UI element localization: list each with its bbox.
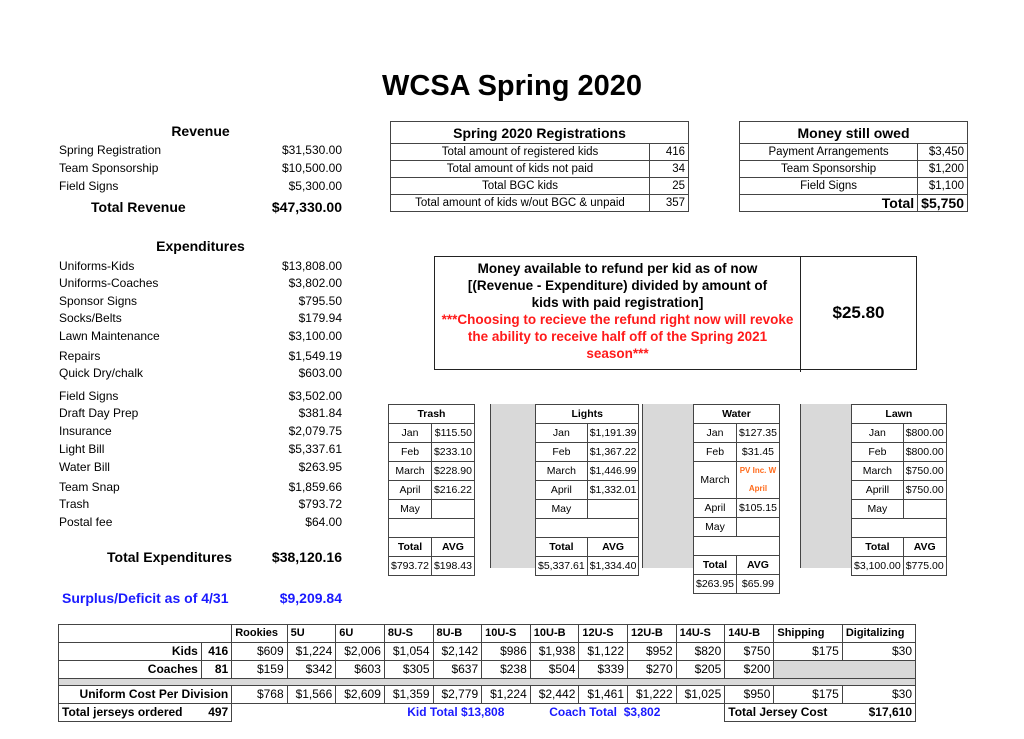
month-value: PV Inc. W April [736, 462, 779, 499]
kids-label: Kids [59, 643, 202, 661]
coaches-value: $305 [384, 661, 433, 679]
month-label: Feb [694, 443, 737, 462]
month-label: Aprill [852, 481, 904, 500]
month-label: Jan [536, 424, 588, 443]
expenditure-row [59, 514, 342, 531]
cost-value: $950 [725, 686, 774, 704]
month-label: May [852, 500, 904, 519]
month-value: $750.00 [903, 462, 946, 481]
expenditure-value: $5,337.61 [288, 442, 342, 456]
refund-box [434, 256, 917, 370]
avg-header: AVG [587, 538, 639, 557]
cost-value: $1,025 [676, 686, 725, 704]
expenditure-row [59, 479, 342, 496]
revenue-row [59, 178, 342, 195]
refund-warning: ***Choosing to recieve the refund right now will revoke the ability to receive half off of the Spring 2021 season*** [441, 312, 794, 361]
reg-value: 357 [650, 195, 689, 212]
month-label: Jan [389, 424, 432, 443]
utility-avg: $65.99 [736, 575, 779, 594]
month-value [431, 500, 474, 519]
expenditure-value: $179.94 [298, 311, 342, 325]
expenditure-row [59, 258, 342, 275]
kid-total: Kid Total $13,808 [407, 705, 505, 719]
utility-heading: Trash [389, 405, 475, 424]
kids-value: $986 [482, 643, 531, 661]
expenditure-value: $603.00 [298, 366, 342, 380]
expenditure-value: $64.00 [305, 515, 342, 529]
division-header: 10U-B [530, 625, 579, 643]
division-table [58, 624, 916, 722]
money-owed-table [739, 121, 968, 212]
gap-column [800, 404, 852, 568]
utility-table-trash [388, 404, 475, 576]
month-value: $800.00 [903, 443, 946, 462]
month-label: March [536, 462, 588, 481]
cost-value: $30 [842, 686, 915, 704]
month-value: $216.22 [431, 481, 474, 500]
total-revenue-label: Total Revenue [91, 199, 186, 215]
month-label: May [536, 500, 588, 519]
owed-heading: Money still owed [740, 122, 968, 144]
expenditure-label: Trash [59, 497, 90, 511]
month-value: $105.15 [736, 499, 779, 518]
division-header: 8U-B [433, 625, 482, 643]
cost-value: $1,359 [384, 686, 433, 704]
expenditure-label: Postal fee [59, 515, 113, 529]
division-header: Digitalizing [842, 625, 915, 643]
utility-avg: $1,334.40 [587, 557, 639, 576]
expenditure-row [59, 293, 342, 310]
expenditure-value: $793.72 [298, 497, 342, 511]
month-value: $115.50 [431, 424, 474, 443]
owed-value: $3,450 [918, 144, 968, 161]
expenditure-value: $263.95 [298, 460, 342, 474]
expenditure-row [59, 365, 342, 382]
revenue-value: $31,530.00 [281, 143, 342, 157]
expenditure-row [59, 496, 342, 513]
registrations-heading: Spring 2020 Registrations [391, 122, 689, 144]
refund-line-3: kids with paid registration] [531, 295, 704, 310]
revenue-label: Field Signs [59, 179, 119, 193]
cost-label: Uniform Cost Per Division [59, 686, 232, 704]
revenue-heading: Revenue [171, 123, 230, 139]
kids-value: $1,122 [579, 643, 628, 661]
expenditure-label: Quick Dry/chalk [59, 366, 144, 380]
month-label: March [389, 462, 432, 481]
utility-table-water [693, 404, 780, 594]
expenditure-row [59, 459, 342, 476]
kids-value: $2,006 [336, 643, 385, 661]
revenue-row [59, 160, 342, 177]
expenditure-label: Team Snap [59, 480, 120, 494]
month-label: April [536, 481, 588, 500]
month-label: March [852, 462, 904, 481]
gap-column [490, 404, 536, 568]
month-value [903, 500, 946, 519]
expenditure-value: $3,802.00 [288, 276, 342, 290]
reg-value: 416 [650, 144, 689, 161]
month-value: $1,191.39 [587, 424, 639, 443]
coaches-label: Coaches [59, 661, 202, 679]
refund-amount: $25.80 [832, 303, 885, 322]
expenditure-value: $3,100.00 [288, 329, 342, 343]
cost-value: $2,442 [530, 686, 579, 704]
coach-total: Coach Total $3,802 [549, 705, 661, 719]
month-value: $233.10 [431, 443, 474, 462]
utility-avg: $775.00 [903, 557, 946, 576]
division-header: 14U-S [676, 625, 725, 643]
cost-value: $1,222 [628, 686, 677, 704]
kids-value: $750 [725, 643, 774, 661]
month-value: $1,367.22 [587, 443, 639, 462]
total-header: Total [694, 556, 737, 575]
month-label: March [694, 462, 737, 499]
cost-value: $175 [774, 686, 842, 704]
revenue-label: Spring Registration [59, 143, 162, 157]
utility-total: $793.72 [389, 557, 432, 576]
month-value: $1,446.99 [587, 462, 639, 481]
jersey-cost-value: $17,610 [842, 704, 915, 722]
month-value: $127.35 [736, 424, 779, 443]
reg-value: 25 [650, 178, 689, 195]
revenue-label: Team Sponsorship [59, 161, 159, 175]
total-revenue-value: $47,330.00 [271, 199, 342, 215]
jerseys-value: 497 [201, 704, 231, 722]
coaches-value: $637 [433, 661, 482, 679]
cost-value: $1,461 [579, 686, 628, 704]
owed-label: Team Sponsorship [740, 161, 918, 178]
expenditure-label: Field Signs [59, 389, 119, 403]
registrations-table [390, 121, 689, 212]
reg-label: Total BGC kids [391, 178, 650, 195]
kids-value: $952 [628, 643, 677, 661]
surplus-value: $9,209.84 [279, 590, 342, 606]
coaches-value: $200 [725, 661, 774, 679]
coaches-value: $603 [336, 661, 385, 679]
owed-value: $1,100 [918, 178, 968, 195]
total-header: Total [536, 538, 588, 557]
month-value [736, 518, 779, 537]
coaches-value: $159 [232, 661, 287, 679]
month-label: Feb [536, 443, 588, 462]
jerseys-label: Total jerseys ordered [59, 704, 202, 722]
avg-header: AVG [736, 556, 779, 575]
expenditure-row [59, 388, 342, 405]
owed-label: Field Signs [740, 178, 918, 195]
owed-label: Payment Arrangements [740, 144, 918, 161]
kids-value: $1,938 [530, 643, 579, 661]
reg-value: 34 [650, 161, 689, 178]
avg-header: AVG [903, 538, 946, 557]
coaches-value: $205 [676, 661, 725, 679]
reg-label: Total amount of kids not paid [391, 161, 650, 178]
kids-value: $175 [774, 643, 842, 661]
cost-value: $1,224 [482, 686, 531, 704]
kids-value: $609 [232, 643, 287, 661]
expenditure-label: Socks/Belts [59, 311, 122, 325]
expenditure-value: $13,808.00 [281, 259, 342, 273]
utility-total: $5,337.61 [536, 557, 588, 576]
division-header: 12U-S [579, 625, 628, 643]
expenditure-label: Uniforms-Coaches [59, 276, 159, 290]
expenditure-label: Light Bill [59, 442, 105, 456]
cost-value: $1,566 [287, 686, 336, 704]
expenditure-label: Insurance [59, 424, 112, 438]
month-label: May [694, 518, 737, 537]
total-header: Total [852, 538, 904, 557]
month-value: $1,332.01 [587, 481, 639, 500]
utility-table-lights [535, 404, 639, 576]
month-value: $31.45 [736, 443, 779, 462]
totals-cell [232, 704, 725, 722]
page-title: WCSA Spring 2020 [382, 70, 642, 102]
revenue-value: $10,500.00 [281, 161, 342, 175]
owed-total-value: $5,750 [918, 195, 968, 212]
kids-value: $820 [676, 643, 725, 661]
expenditure-row [59, 310, 342, 327]
expenditure-label: Lawn Maintenance [59, 329, 160, 343]
expenditure-label: Water Bill [59, 460, 110, 474]
jersey-cost-label: Total Jersey Cost [725, 704, 843, 722]
coaches-value: $504 [530, 661, 579, 679]
month-value [587, 500, 639, 519]
kids-value: $2,142 [433, 643, 482, 661]
division-header: 8U-S [384, 625, 433, 643]
revenue-value: $5,300.00 [288, 179, 342, 193]
coaches-value: $270 [628, 661, 677, 679]
division-header: Rookies [232, 625, 287, 643]
expenditure-value: $1,859.66 [288, 480, 342, 494]
separator-row [59, 679, 916, 686]
expenditure-value: $1,549.19 [288, 349, 342, 363]
expenditure-label: Uniforms-Kids [59, 259, 135, 273]
expenditure-value: $795.50 [298, 294, 342, 308]
coaches-value: $339 [579, 661, 628, 679]
total-expenditures-value: $38,120.16 [271, 549, 342, 565]
owed-total-label: Total [740, 195, 918, 212]
month-value: $228.90 [431, 462, 474, 481]
division-header: 6U [336, 625, 385, 643]
avg-header: AVG [431, 538, 474, 557]
month-label: Feb [389, 443, 432, 462]
expenditure-row [59, 441, 342, 458]
month-label: April [389, 481, 432, 500]
expenditure-row [59, 348, 342, 365]
cost-value: $2,609 [336, 686, 385, 704]
division-header: Shipping [774, 625, 842, 643]
expenditure-row [59, 423, 342, 440]
division-header: 10U-S [482, 625, 531, 643]
expenditure-row [59, 275, 342, 292]
kids-count: 416 [201, 643, 231, 661]
reg-label: Total amount of kids w/out BGC & unpaid [391, 195, 650, 212]
reg-label: Total amount of registered kids [391, 144, 650, 161]
cost-value: $768 [232, 686, 287, 704]
kids-value: $1,054 [384, 643, 433, 661]
coaches-value: $238 [482, 661, 531, 679]
month-label: Jan [694, 424, 737, 443]
gap-column [642, 404, 694, 568]
utility-table-lawn [851, 404, 947, 576]
month-label: May [389, 500, 432, 519]
coaches-value: $342 [287, 661, 336, 679]
utility-total: $3,100.00 [852, 557, 904, 576]
expenditure-value: $3,502.00 [288, 389, 342, 403]
division-header: 12U-B [628, 625, 677, 643]
refund-line-1: Money available to refund per kid as of now [477, 261, 758, 276]
month-label: Jan [852, 424, 904, 443]
expenditure-row [59, 328, 342, 345]
expenditure-value: $381.84 [298, 406, 342, 420]
expenditure-label: Repairs [59, 349, 101, 363]
month-label: Feb [852, 443, 904, 462]
month-value: $800.00 [903, 424, 946, 443]
utility-total: $263.95 [694, 575, 737, 594]
kids-value: $30 [842, 643, 915, 661]
division-header: 14U-B [725, 625, 774, 643]
surplus-label: Surplus/Deficit as of 4/31 [62, 590, 229, 606]
utility-heading: Lights [536, 405, 639, 424]
cost-value: $2,779 [433, 686, 482, 704]
month-label: April [694, 499, 737, 518]
total-expenditures-label: Total Expenditures [107, 549, 232, 565]
expenditure-label: Draft Day Prep [59, 406, 139, 420]
expenditures-heading: Expenditures [156, 238, 245, 254]
month-value: $750.00 [903, 481, 946, 500]
expenditure-row [59, 405, 342, 422]
expenditure-value: $2,079.75 [288, 424, 342, 438]
utility-avg: $198.43 [431, 557, 474, 576]
division-header: 5U [287, 625, 336, 643]
owed-value: $1,200 [918, 161, 968, 178]
coaches-count: 81 [201, 661, 231, 679]
utility-heading: Water [694, 405, 780, 424]
expenditure-label: Sponsor Signs [59, 294, 138, 308]
revenue-row [59, 142, 342, 159]
kids-value: $1,224 [287, 643, 336, 661]
utility-heading: Lawn [852, 405, 947, 424]
refund-line-2: [(Revenue - Expenditure) divided by amount of [467, 278, 768, 293]
total-header: Total [389, 538, 432, 557]
